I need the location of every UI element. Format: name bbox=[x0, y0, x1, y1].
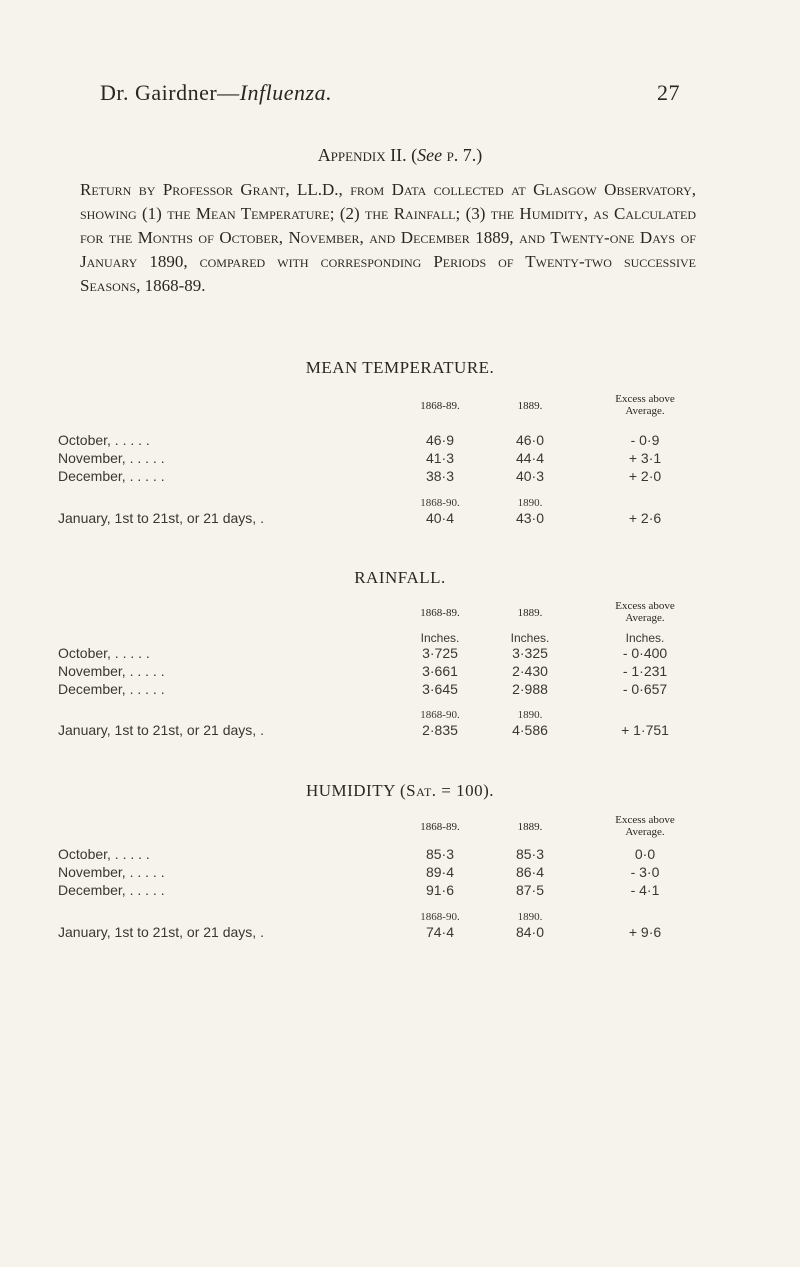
temp-excess-line1: Excess above bbox=[615, 393, 675, 405]
hum-dec-1889: 87·5 bbox=[515, 882, 545, 898]
temp-nov-excess: + 3·1 bbox=[628, 450, 662, 466]
rain-unit-excess: Inches. bbox=[625, 631, 665, 645]
temp-row-january-label: January, 1st to 21st, or 21 days, . bbox=[58, 510, 264, 526]
hum-jan-period-avg: 1868-90. bbox=[420, 911, 460, 923]
hum-jan-excess: + 9·6 bbox=[628, 924, 662, 940]
rainfall-title: RAINFALL. bbox=[354, 568, 446, 587]
hum-col-head-1889: 1889. bbox=[517, 821, 543, 833]
hum-excess-line2: Average. bbox=[625, 826, 665, 838]
rain-unit-avg: Inches. bbox=[420, 631, 460, 645]
rain-nov-1889: 2·430 bbox=[512, 663, 548, 679]
see-prefix: ( bbox=[411, 145, 418, 165]
temp-excess-line2: Average. bbox=[625, 405, 665, 417]
temp-col-head-excess bbox=[590, 393, 700, 417]
hum-jan-period-1890: 1890. bbox=[517, 911, 543, 923]
humidity-title bbox=[0, 781, 800, 801]
hum-excess-line1: Excess above bbox=[615, 814, 675, 826]
temp-dec-avg: 38·3 bbox=[425, 468, 455, 484]
hum-col-head-excess bbox=[590, 814, 700, 838]
humidity-title-sub: (Sat. = 100). bbox=[400, 781, 495, 800]
rain-excess-line1: Excess above bbox=[615, 600, 675, 612]
appendix-label: Appendix II. bbox=[317, 145, 407, 165]
temp-row-october-label: October, . . . . . bbox=[58, 432, 150, 448]
page-number: 27 bbox=[657, 80, 680, 105]
rain-unit-1889: Inches. bbox=[510, 631, 550, 645]
appendix-heading bbox=[0, 145, 800, 166]
hum-nov-excess: - 3·0 bbox=[630, 864, 660, 880]
rain-jan-excess: + 1·751 bbox=[621, 722, 669, 738]
running-title bbox=[100, 80, 332, 106]
temp-nov-1889: 44·4 bbox=[515, 450, 545, 466]
rain-oct-excess: - 0·400 bbox=[622, 645, 668, 661]
hum-oct-1889: 85·3 bbox=[515, 846, 545, 862]
temp-col-head-avg: 1868-89. bbox=[420, 400, 460, 412]
rain-col-head-1889: 1889. bbox=[517, 607, 543, 619]
rain-row-january-label: January, 1st to 21st, or 21 days, . bbox=[58, 722, 264, 738]
rain-dec-excess: - 0·657 bbox=[622, 681, 668, 697]
hum-oct-avg: 85·3 bbox=[425, 846, 455, 862]
rain-nov-excess: - 1·231 bbox=[622, 663, 668, 679]
rain-dec-1889: 2·988 bbox=[512, 681, 548, 697]
hum-row-october-label: October, . . . . . bbox=[58, 846, 150, 862]
see-suffix: p. 7.) bbox=[442, 145, 483, 165]
hum-row-december-label: December, . . . . . bbox=[58, 882, 165, 898]
rain-excess-line2: Average. bbox=[625, 612, 665, 624]
hum-nov-avg: 89·4 bbox=[425, 864, 455, 880]
hum-col-head-avg: 1868-89. bbox=[420, 821, 460, 833]
temp-jan-1890: 43·0 bbox=[515, 510, 545, 526]
rain-jan-1890: 4·586 bbox=[512, 722, 548, 738]
humidity-title-main: HUMIDITY bbox=[305, 781, 396, 800]
rain-oct-1889: 3·325 bbox=[512, 645, 548, 661]
temp-dec-excess: + 2·0 bbox=[628, 468, 662, 484]
see-italic: See bbox=[417, 145, 443, 165]
hum-row-january-label: January, 1st to 21st, or 21 days, . bbox=[58, 924, 264, 940]
hum-row-november-label: November, . . . . . bbox=[58, 864, 165, 880]
rain-row-december-label: December, . . . . . bbox=[58, 681, 165, 697]
temp-row-december-label: December, . . . . . bbox=[58, 468, 165, 484]
hum-oct-excess: 0·0 bbox=[634, 846, 656, 862]
temp-jan-avg: 40·4 bbox=[425, 510, 455, 526]
rain-jan-period-avg: 1868-90. bbox=[420, 709, 460, 721]
rain-jan-period-1890: 1890. bbox=[517, 709, 543, 721]
intro-paragraph: Return by Professor Grant, LL.D., from Data collected at Glasgow Observatory, showing (1) the Mean Temperature; (2) the Rainfall; (3) the Humidity, as Calculated for the Months of October, November, and December 1889, and Twenty-one Days of January 1890, compared with corresponding Periods of Twenty-two successive Seasons, 1868-89. bbox=[80, 180, 696, 295]
rain-row-october-label: October, . . . . . bbox=[58, 645, 150, 661]
rain-col-head-avg: 1868-89. bbox=[420, 607, 460, 619]
temp-nov-avg: 41·3 bbox=[425, 450, 455, 466]
rain-col-head-excess bbox=[590, 600, 700, 624]
running-title-prefix: Dr. Gairdner— bbox=[100, 80, 240, 105]
temp-oct-1889: 46·0 bbox=[515, 432, 545, 448]
see-reference bbox=[411, 145, 482, 165]
temperature-title: MEAN TEMPERATURE. bbox=[305, 358, 495, 377]
temp-oct-avg: 46·9 bbox=[425, 432, 455, 448]
hum-dec-excess: - 4·1 bbox=[630, 882, 660, 898]
temp-row-november-label: November, . . . . . bbox=[58, 450, 165, 466]
temp-jan-period-avg: 1868-90. bbox=[420, 497, 460, 509]
temp-oct-excess: - 0·9 bbox=[630, 432, 660, 448]
hum-jan-avg: 74·4 bbox=[425, 924, 455, 940]
hum-jan-1890: 84·0 bbox=[515, 924, 545, 940]
rain-nov-avg: 3·661 bbox=[422, 663, 458, 679]
rain-jan-avg: 2·835 bbox=[422, 722, 458, 738]
rain-row-november-label: November, . . . . . bbox=[58, 663, 165, 679]
rain-oct-avg: 3·725 bbox=[422, 645, 458, 661]
running-title-italic: Influenza. bbox=[239, 80, 333, 105]
temp-dec-1889: 40·3 bbox=[515, 468, 545, 484]
hum-nov-1889: 86·4 bbox=[515, 864, 545, 880]
temp-jan-period-1890: 1890. bbox=[517, 497, 543, 509]
temp-col-head-1889: 1889. bbox=[517, 400, 543, 412]
hum-dec-avg: 91·6 bbox=[425, 882, 455, 898]
rain-dec-avg: 3·645 bbox=[422, 681, 458, 697]
temp-jan-excess: + 2·6 bbox=[628, 510, 662, 526]
